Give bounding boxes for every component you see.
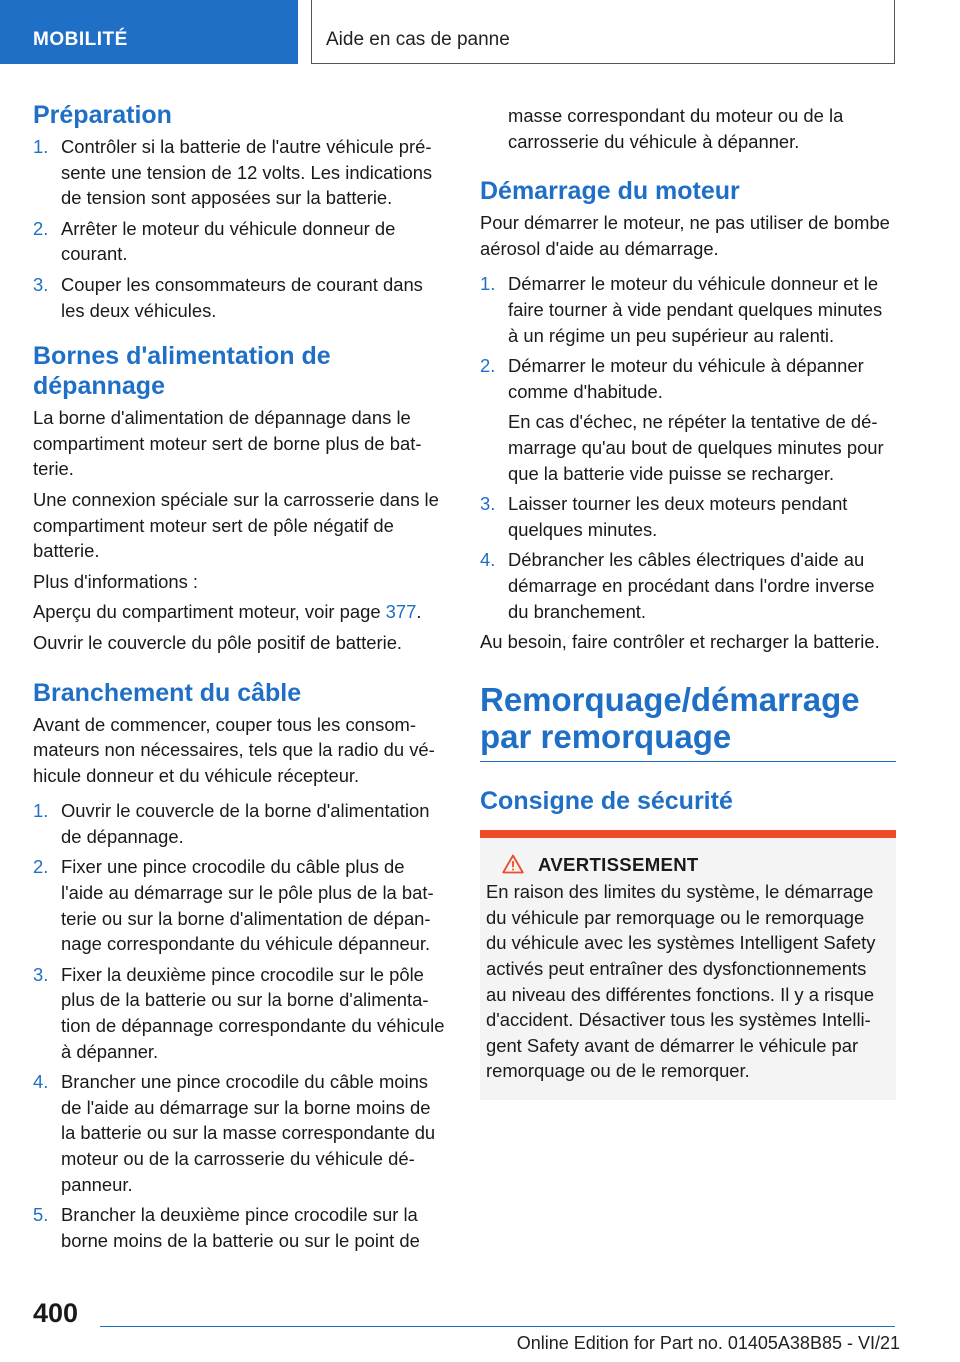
step-text: Brancher la deuxième pince crocodile sur la borne moins de la batterie ou sur le point de (61, 1204, 420, 1251)
step-text: Laisser tourner les deux moteurs pendant quelques minutes. (508, 493, 848, 540)
paragraph: Au besoin, faire contrôler et recharger la batterie. (480, 631, 880, 653)
step-text: Démarrer le moteur du véhicule donneur et le faire tourner à vide pendant quelques minutes à un régime un peu supérieur au ralenti. (508, 273, 883, 346)
left-column (33, 100, 449, 1263)
section-title: MOBILITÉ (33, 29, 128, 50)
heading-consigne: Consigne de sécurité (480, 786, 733, 815)
heading-demarrage: Démarrage du moteur (480, 177, 740, 206)
right-column (480, 103, 896, 1100)
step-text: Débrancher les câbles électriques d'aide au démarrage en procédant dans l'ordre inverse du branchement. (508, 549, 875, 622)
step-number: 1. (33, 136, 49, 157)
page-link[interactable]: 377 (385, 601, 417, 623)
step-number: 2. (33, 217, 49, 239)
list-item (33, 962, 449, 1064)
step-text: Brancher une pince crocodile du câble moins de l'aide au démarrage sur la borne moins de la batterie ou sur la masse correspondante du moteur ou de la carrosserie du véhicule dépanneur. (61, 1071, 436, 1195)
paragraph: Avant de commencer, couper tous les consommateurs non nécessaires, tels que la radio du véhicule donneur et du véhicule récepteur. (33, 713, 435, 786)
list-item (33, 854, 449, 956)
page-number: 400 (33, 1298, 79, 1328)
list-item (33, 272, 449, 323)
demarrage-steps (480, 271, 896, 624)
step-number: 3. (480, 493, 496, 515)
paragraph: Pour démarrer le moteur, ne pas utiliser de bombe aérosol d'aide au démarrage. (480, 212, 890, 259)
section-tab (0, 0, 298, 64)
step-number: 1. (480, 273, 496, 295)
step-text: Ouvrir le couvercle de la borne d'alimentation de dépannage. (61, 800, 430, 847)
list-item (33, 216, 449, 267)
heading-bornes: Bornes d'alimentation de dépannage (33, 342, 331, 401)
step-text: Contrôler si la batterie de l'autre véhicule présente une tension de 12 volts. Les indications de tension sont apposées sur la batterie. (61, 136, 433, 209)
warning-text: En raison des limites du système, le démarrage du véhicule par remorquage ou le remorquage du véhicule avec les systèmes Intelligent Safety activés peut entraîner des dysfonctionnements au niveau des différentes fonctions. Il y a risque d'accident. Désactiver tous les systèmes Intelligent Safety avant de démarrer le véhicule par remorquage ou de le remorquer. (486, 881, 876, 1082)
step-number: 2. (480, 355, 496, 377)
continuation-text: masse correspondant du moteur ou de la carrosserie du véhicule à dépanner. (508, 105, 844, 152)
warning-triangle-icon (502, 854, 524, 874)
footer-divider (100, 1326, 895, 1327)
branchement-steps (33, 798, 449, 1253)
step-text: Arrêter le moteur du véhicule donneur de courant. (61, 217, 396, 265)
paragraph-with-link (33, 599, 449, 625)
step-number: 5. (33, 1204, 49, 1226)
reference-text: Aperçu du compartiment moteur, voir page (33, 601, 386, 623)
warning-header (502, 852, 888, 878)
list-item (480, 491, 896, 542)
step-text: Fixer la deuxième pince crocodile sur le pôle plus de la batterie ou sur la borne d'alimentation de dépannage correspondante du véhicule à dépanner. (61, 963, 445, 1062)
list-item (33, 1202, 449, 1253)
list-item (33, 1069, 449, 1197)
step-number: 4. (33, 1071, 49, 1093)
heading-branchement: Branchement du câble (33, 678, 302, 707)
list-item (33, 134, 449, 211)
warning-title: AVERTISSEMENT (538, 853, 699, 875)
reference-end: . (416, 601, 422, 623)
list-item (33, 798, 449, 849)
warning-box (480, 830, 896, 1100)
step-text: Fixer une pince crocodile du câble plus de l'aide au démarrage sur le pôle plus de la batterie ou sur la borne d'alimentation de dépannage correspondante du véhicule dépanneur. (61, 856, 434, 955)
paragraph: Une connexion spéciale sur la carrosserie dans le compartiment moteur sert de pôle négatif de batterie. (33, 488, 439, 562)
step-text: Démarrer le moteur du véhicule à dépanner comme d'habitude. (508, 355, 864, 402)
list-item (480, 353, 896, 486)
heading-preparation: Préparation (33, 101, 172, 129)
heading-remorquage: Remorquage/démarrage par remorquage (480, 680, 860, 755)
paragraph: La borne d'alimentation de dépannage dans le compartiment moteur sert de borne plus de batterie. (33, 407, 422, 480)
preparation-steps (33, 134, 449, 323)
step-number: 3. (33, 273, 49, 295)
paragraph: Plus d'informations : (33, 570, 199, 592)
chapter-heading-block (480, 681, 896, 762)
list-item (480, 547, 896, 624)
chapter-header (311, 0, 895, 64)
list-item (480, 271, 896, 348)
step-extra-text: En cas d'échec, ne répéter la tentative de démarrage qu'au bout de quelques minutes pour que la batterie vide puisse se recharger. (508, 411, 884, 484)
step-number: 3. (33, 963, 49, 985)
edition-text: Online Edition for Part no. 01405A38B85 - VI/21 (516, 1333, 900, 1353)
step-number: 4. (480, 549, 496, 571)
step-text: Couper les consommateurs de courant dans les deux véhicules. (61, 273, 423, 321)
step-number: 2. (33, 856, 49, 878)
paragraph: Ouvrir le couvercle du pôle positif de batterie. (33, 631, 403, 653)
chapter-title: Aide en cas de panne (326, 29, 510, 50)
step-number: 1. (33, 800, 49, 822)
